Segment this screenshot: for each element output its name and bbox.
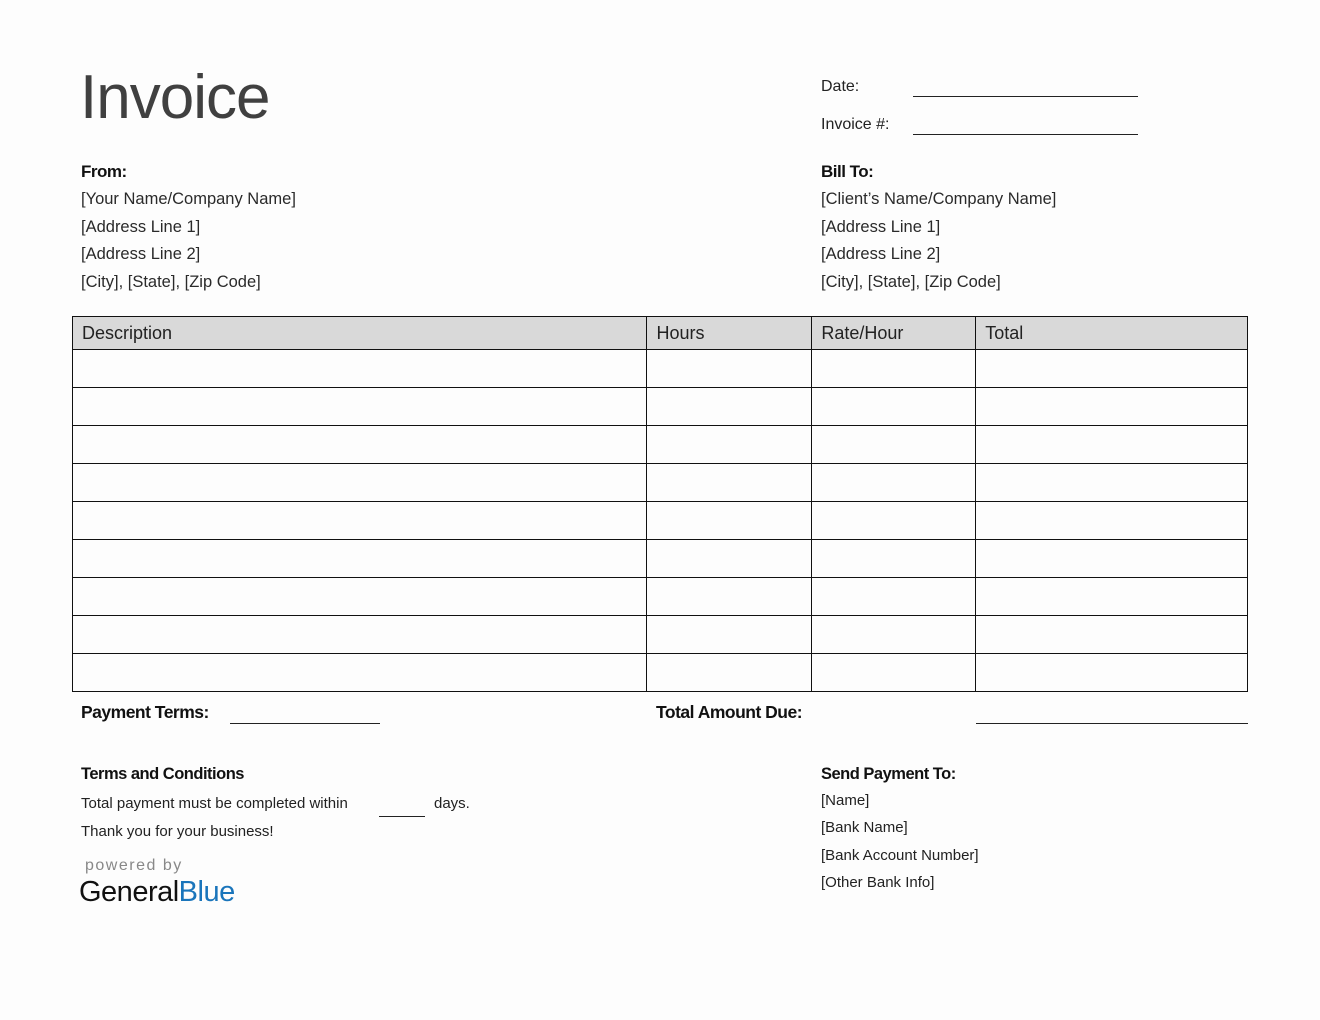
terms-line-1-suffix: days. — [434, 795, 470, 812]
table-row — [73, 540, 1248, 578]
rate-cell[interactable] — [812, 578, 976, 616]
invoice-number-label: Invoice #: — [821, 116, 890, 133]
rate-cell[interactable] — [812, 464, 976, 502]
description-cell[interactable] — [73, 502, 647, 540]
bill-to-line: [Address Line 1] — [821, 217, 941, 236]
total-cell[interactable] — [976, 578, 1248, 616]
table-row — [73, 654, 1248, 692]
description-cell[interactable] — [73, 388, 647, 426]
rate-cell[interactable] — [812, 616, 976, 654]
generalblue-logo — [79, 876, 235, 909]
payment-days-field[interactable] — [379, 816, 425, 817]
from-heading: From: — [81, 162, 127, 181]
logo-general: General — [79, 876, 179, 908]
payment-terms-field[interactable] — [230, 723, 380, 724]
hours-cell[interactable] — [647, 350, 812, 388]
total-amount-due-label: Total Amount Due: — [656, 702, 803, 722]
description-cell[interactable] — [73, 426, 647, 464]
table-row — [73, 616, 1248, 654]
from-section — [81, 160, 296, 296]
total-cell[interactable] — [976, 464, 1248, 502]
rate-cell[interactable] — [812, 350, 976, 388]
table-row — [73, 502, 1248, 540]
total-cell[interactable] — [976, 388, 1248, 426]
bill-to-heading: Bill To: — [821, 162, 874, 181]
table-row — [73, 388, 1248, 426]
invoice-title: Invoice — [80, 63, 270, 132]
line-items-table — [72, 316, 1248, 692]
description-cell[interactable] — [73, 616, 647, 654]
rate-cell[interactable] — [812, 502, 976, 540]
bill-to-line: [City], [State], [Zip Code] — [821, 272, 1001, 291]
hours-cell[interactable] — [647, 502, 812, 540]
hours-cell[interactable] — [647, 616, 812, 654]
table-row — [73, 426, 1248, 464]
description-cell[interactable] — [73, 540, 647, 578]
rate-cell[interactable] — [812, 388, 976, 426]
table-header-row — [73, 317, 1248, 350]
terms-line-1-prefix: Total payment must be completed within — [81, 795, 348, 812]
total-cell[interactable] — [976, 502, 1248, 540]
total-cell[interactable] — [976, 350, 1248, 388]
table-row — [73, 350, 1248, 388]
total-cell[interactable] — [976, 540, 1248, 578]
column-header-hours: Hours — [647, 317, 812, 350]
column-header-rate: Rate/Hour — [812, 317, 976, 350]
hours-cell[interactable] — [647, 426, 812, 464]
from-line: [Address Line 1] — [81, 217, 201, 236]
description-cell[interactable] — [73, 350, 647, 388]
send-payment-line: [Bank Account Number] — [821, 846, 979, 864]
send-payment-heading: Send Payment To: — [821, 765, 956, 783]
from-line: [Your Name/Company Name] — [81, 190, 296, 208]
hours-cell[interactable] — [647, 654, 812, 692]
rate-cell[interactable] — [812, 540, 976, 578]
total-cell[interactable] — [976, 654, 1248, 692]
date-field[interactable] — [913, 96, 1138, 97]
bill-to-line: [Client’s Name/Company Name] — [821, 190, 1057, 208]
from-line: [Address Line 2] — [81, 245, 201, 263]
column-header-total: Total — [976, 317, 1248, 350]
table-row — [73, 578, 1248, 616]
rate-cell[interactable] — [812, 654, 976, 692]
hours-cell[interactable] — [647, 388, 812, 426]
from-line: [City], [State], [Zip Code] — [81, 272, 261, 291]
hours-cell[interactable] — [647, 540, 812, 578]
total-cell[interactable] — [976, 426, 1248, 464]
table-row — [73, 464, 1248, 502]
send-payment-line: [Bank Name] — [821, 819, 908, 837]
payment-terms-label: Payment Terms: — [81, 702, 209, 722]
terms-heading: Terms and Conditions — [81, 765, 244, 783]
hours-cell[interactable] — [647, 464, 812, 502]
hours-cell[interactable] — [647, 578, 812, 616]
description-cell[interactable] — [73, 654, 647, 692]
logo-blue: Blue — [178, 876, 235, 908]
total-cell[interactable] — [976, 616, 1248, 654]
send-payment-section — [821, 765, 979, 901]
bill-to-line: [Address Line 2] — [821, 245, 941, 263]
column-header-description: Description — [73, 317, 647, 350]
description-cell[interactable] — [73, 578, 647, 616]
terms-line-2: Thank you for your business! — [81, 823, 274, 840]
description-cell[interactable] — [73, 464, 647, 502]
total-amount-due-field[interactable] — [976, 723, 1248, 724]
date-label: Date: — [821, 78, 860, 95]
send-payment-line: [Other Bank Info] — [821, 873, 935, 891]
rate-cell[interactable] — [812, 426, 976, 464]
bill-to-section — [821, 160, 1056, 296]
send-payment-line: [Name] — [821, 792, 870, 809]
invoice-number-field[interactable] — [913, 134, 1138, 135]
powered-by-text: powered by — [85, 857, 183, 874]
